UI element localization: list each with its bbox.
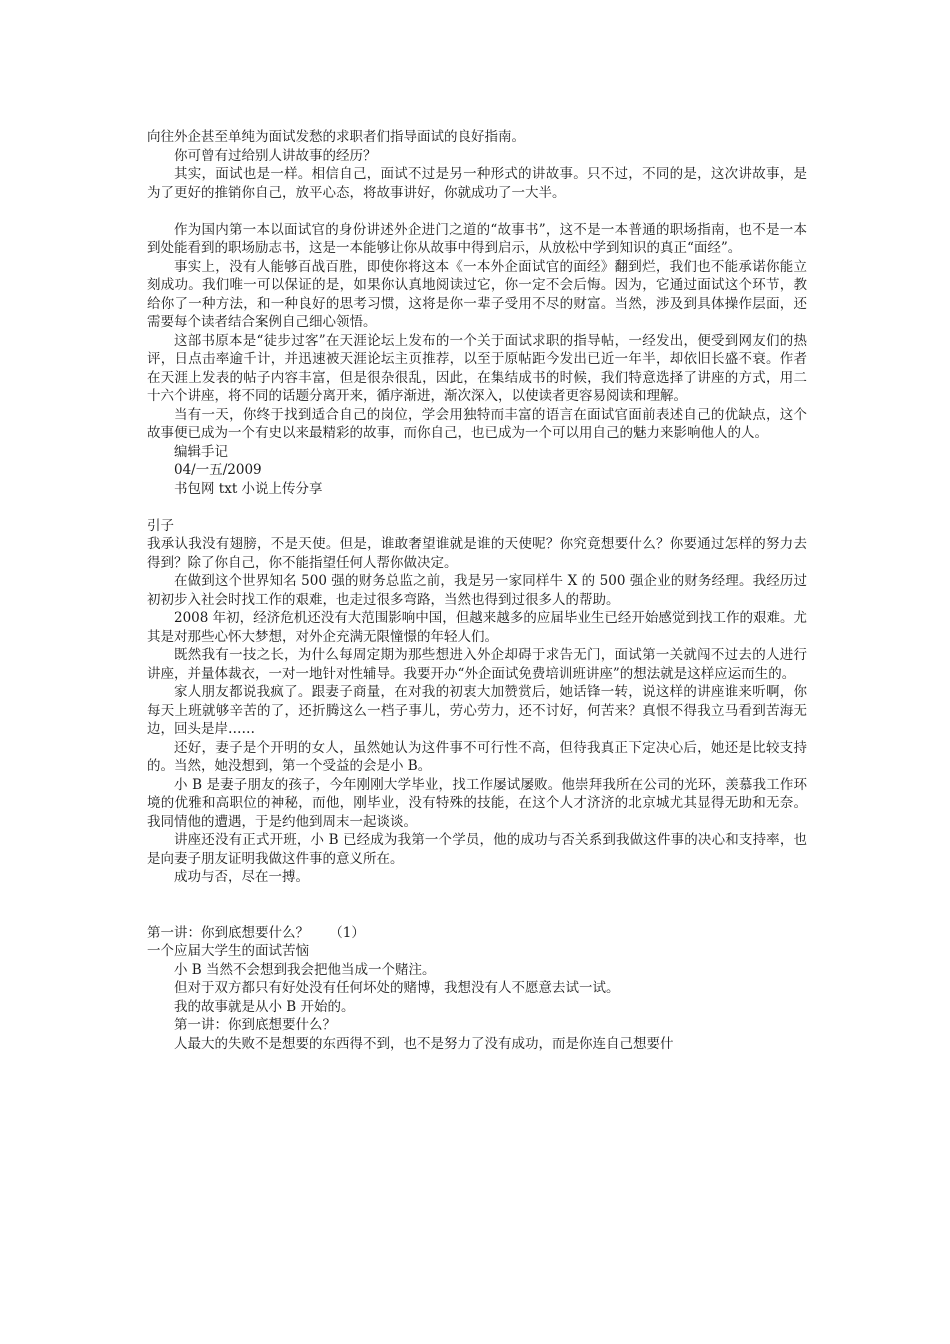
paragraph: 你可曾有过给别人讲故事的经历？ bbox=[174, 147, 377, 164]
paragraph: 既然我有一技之长，为什么每周定期为那些想进入外企却碍于求告无门，面试第一关就闯不过去的人进行讲座，并量体裁衣，一对一地针对性辅导。我要开办“外企面试免费培训班讲座”的想法就是这样应运而生的。 bbox=[147, 647, 807, 682]
paragraph: 成功与否，尽在一搏。 bbox=[174, 869, 309, 885]
paragraph: 我的故事就是从小 B 开始的。 bbox=[174, 998, 355, 1015]
paragraph: 书包网 txt 小说上传分享 bbox=[174, 480, 323, 497]
paragraph: 我承认我没有翅膀，不是天使。但是，谁敢奢望谁就是谁的天使呢？你究竟想要什么？你要通过怎样的努力去得到？除了你自己，你不能指望任何人帮你做决定。 bbox=[147, 536, 807, 571]
paragraph: 这部书原本是“徒步过客”在天涯论坛上发布的一个关于面试求职的指导帖，一经发出，便受到网友们的热评，日点击率逾千计，并迅速被天涯论坛主页推荐，以至于原帖距今发出已近一年半，却依旧长盛不衰。作者在天涯上发表的帖子内容丰富，但是很杂很乱，因此，在集结成书的时候，我们特意选择了讲座的方式，用二十六个讲座，将不同的话题分离开来，循序渐进，渐次深入，以使读者更容易阅读和理解。 bbox=[147, 332, 807, 404]
paragraph: 在做到这个世界知名 500 强的财务总监之前，我是另一家同样牛 X 的 500 强企业的财务经理。我经历过初初步入社会时找工作的艰难，也走过很多弯路，当然也得到过很多人的帮助。 bbox=[147, 573, 807, 608]
paragraph: 人最大的失败不是想要的东西得不到，也不是努力了没有成功，而是你连自己想要什 bbox=[174, 1035, 674, 1052]
document-page bbox=[147, 128, 807, 1053]
paragraph: 2008 年初，经济危机还没有大范围影响中国，但越来越多的应届毕业生已经开始感觉到找工作的艰难。尤其是对那些心怀大梦想，对外企充满无限憧憬的年轻人们。 bbox=[147, 610, 807, 645]
paragraph: 讲座还没有正式开班，小 B 已经成为我第一个学员，他的成功与否关系到我做这件事的决心和支持率，也是向妻子朋友证明我做这件事的意义所在。 bbox=[147, 832, 807, 867]
blank-lines bbox=[147, 887, 807, 924]
paragraph: 其实，面试也是一样。相信自己，面试不过是另一种形式的讲故事。只不过，不同的是，这次讲故事，是为了更好的推销你自己，放平心态，将故事讲好，你就成功了一大半。 bbox=[147, 166, 807, 201]
paragraph: 事实上，没有人能够百战百胜，即使你将这本《一本外企面试官的面经》翻到烂，我们也不能承诺你能立刻成功。我们唯一可以保证的是，如果你认真地阅读过它，你一定不会后悔。因为，它通过面试这个环节，教给你了一种方法，和一种良好的思考习惯，这将是你一辈子受用不尽的财富。当然，涉及到具体操作层面，还需要每个读者结合案例自己细心领悟。 bbox=[147, 258, 807, 330]
blank-line bbox=[147, 498, 807, 517]
paragraph: 还好，妻子是个开明的女人，虽然她认为这件事不可行性不高，但待我真正下定决心后，她还是比较支持的。当然，她没想到，第一个受益的会是小 B。 bbox=[147, 739, 807, 774]
paragraph: 当有一天，你终于找到适合自己的岗位，学会用独特而丰富的语言在面试官面前表述自己的优缺点，这个故事便已成为一个有史以来最精彩的故事，而你自己，也已成为一个可以用自己的魅力来影响他人的人。 bbox=[147, 406, 807, 441]
paragraph: 04/一五/2009 bbox=[174, 462, 262, 478]
paragraph: 家人朋友都说我疯了。跟妻子商量，在对我的初衷大加赞赏后，她话锋一转，说这样的讲座谁来听啊，你每天上班就够辛苦的了，还折腾这么一档子事儿，劳心劳力，还不讨好，何苦来？真恨不得我立马看到苦海无边，回头是岸…… bbox=[147, 684, 807, 737]
chapter-heading: 第一讲：你到底想要什么？ （1） bbox=[147, 924, 365, 941]
paragraph: 作为国内第一本以面试官的身份讲述外企进门之道的“故事书”，这不是一本普通的职场指南，也不是一本到处能看到的职场励志书，这是一本能够让你从故事中得到启示，从放松中学到知识的真正“面经”。 bbox=[147, 221, 807, 256]
blank-line bbox=[147, 202, 807, 221]
paragraph: 引子 bbox=[147, 517, 174, 534]
paragraph: 一个应届大学生的面试苦恼 bbox=[147, 943, 309, 959]
paragraph: 向往外企甚至单纯为面试发愁的求职者们指导面试的良好指南。 bbox=[147, 129, 525, 145]
paragraph: 但对于双方都只有好处没有任何坏处的赌博，我想没有人不愿意去试一试。 bbox=[174, 980, 620, 996]
paragraph: 第一讲：你到底想要什么？ bbox=[174, 1017, 336, 1033]
paragraph: 小 B 是妻子朋友的孩子，今年刚刚大学毕业，找工作屡试屡败。他崇拜我所在公司的光环，羡慕我工作环境的优雅和高职位的神秘，而他，刚毕业，没有特殊的技能，在这个人才济济的北京城尤其显得无助和无奈。我同情他的遭遇，于是约他到周末一起谈谈。 bbox=[147, 776, 807, 830]
paragraph: 编辑手记 bbox=[174, 443, 228, 460]
paragraph: 小 B 当然不会想到我会把他当成一个赌注。 bbox=[174, 961, 436, 978]
